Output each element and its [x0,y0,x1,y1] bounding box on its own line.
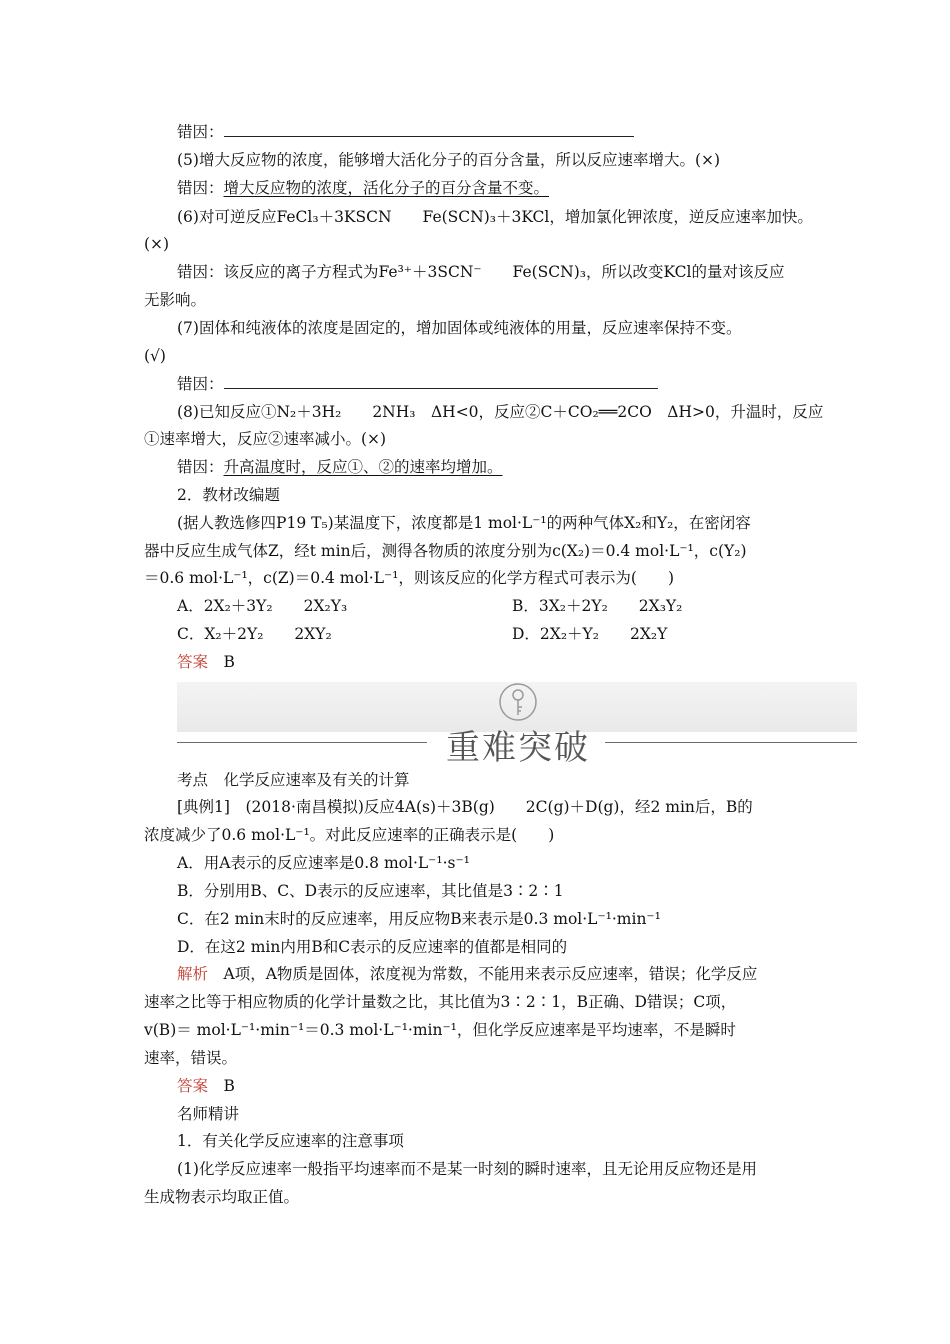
error-reason-line [177,122,847,142]
analysis-label: 解析 [177,965,209,983]
list-heading: 1．有关化学反应速率的注意事项 [177,1132,404,1150]
example-question: 浓度减少了0.6 mol·L⁻¹。对此反应速率的正确表示是( ) [144,826,555,844]
error-reason-answer: 升高温度时，反应①、②的速率均增加。 [223,458,503,476]
analysis-text: A项，A物质是固体，浓度视为常数，不能用来表示反应速率，错误；化学反应 [223,965,758,983]
item-7-mark: (√) [144,347,166,365]
subsection-heading: 名师精讲 [177,1105,240,1123]
item-6-mark: (×) [144,235,170,253]
option-a: A．2X₂＋3Y₂ 2X₂Y₃ [177,597,348,615]
answer-line [177,1076,847,1096]
question-text: ＝0.6 mol·L⁻¹，c(Z)＝0.4 mol·L⁻¹，则该反应的化学方程式可表示为( ) [144,569,674,587]
answer-label: 答案 [177,653,209,671]
item-5-text: (5)增大反应物的浓度，能够增大活化分子的百分含量，所以反应速率增大。(×) [177,151,721,169]
option-b: B．3X₂＋2Y₂ 2X₃Y₂ [512,597,683,615]
error-reason-line: 错因：该反应的离子方程式为Fe³⁺＋3SCN⁻ Fe(SCN)₃，所以改变KCl的量对该反应 [177,263,785,281]
error-reason-label: 错因： [177,123,224,141]
error-reason-line [177,374,847,394]
blank-answer-line [224,374,658,389]
topic-heading: 考点 化学反应速率及有关的计算 [177,771,410,789]
item-6-text: (6)对可逆反应FeCl₃＋3KSCN Fe(SCN)₃＋3KCl，增加氯化钾浓度，逆反应速率加快。 [177,208,813,226]
banner-title: 重难突破 [446,728,590,768]
section-banner [177,682,857,768]
answer-line [177,652,847,672]
error-reason-label: 错因： [177,375,224,393]
banner-divider-right [605,742,857,743]
option-d: D．2X₂＋Y₂ 2X₂Y [512,625,668,643]
option-d: D．在这2 min内用B和C表示的反应速率的值都是相同的 [177,938,568,956]
analysis-line [177,964,847,984]
answer-label: 答案 [177,1077,209,1095]
error-reason-answer: 增大反应物的浓度，活化分子的百分含量不变。 [223,179,550,197]
option-c: C．X₂＋2Y₂ 2XY₂ [177,625,332,643]
error-reason-label: 错因： [177,458,224,476]
banner-divider-left [177,742,427,743]
question-text: (据人教选修四P19 T₅)某温度下，浓度都是1 mol·L⁻¹的两种气体X₂和Y₂，在密闭容 [177,514,751,532]
item-8-continuation: ①速率增大，反应②速率减小。(×) [144,430,387,448]
section-heading: 2．教材改编题 [177,486,280,504]
list-item: (1)化学反应速率一般指平均速率而不是某一时刻的瞬时速率，且无论用反应物还是用 [177,1160,757,1178]
error-reason-line [177,178,847,198]
question-text: 器中反应生成气体Z，经t min后，测得各物质的浓度分别为c(X₂)＝0.4 mol·L⁻¹，c(Y₂) [144,542,747,560]
item-8-text: (8)已知反应①N₂＋3H₂ 2NH₃ ΔH<0，反应②C＋CO₂══2CO ΔH>0，升温时，反应 [177,403,824,421]
blank-answer-line [224,122,634,137]
error-reason-continuation: 无影响。 [144,291,207,309]
option-c: C．在2 min末时的反应速率，用反应物B来表示是0.3 mol·L⁻¹·min⁻¹ [177,910,661,928]
example-question: [典例1] (2018·南昌模拟)反应4A(s)＋3B(g) 2C(g)＋D(g)，经2 min后，B的 [177,798,753,816]
option-a: A．用A表示的反应速率是0.8 mol·L⁻¹·s⁻¹ [177,854,470,872]
key-emblem-icon [498,682,538,722]
analysis-text: v(B)＝ mol·L⁻¹·min⁻¹＝0.3 mol·L⁻¹·min⁻¹，但化学反应速率是平均速率，不是瞬时 [144,1021,736,1039]
answer-value: B [223,1077,235,1095]
list-item-continuation: 生成物表示均取正值。 [144,1188,300,1206]
error-reason-line [177,457,847,477]
analysis-text: 速率，错误。 [144,1049,238,1067]
item-7-text: (7)固体和纯液体的浓度是固定的，增加固体或纯液体的用量，反应速率保持不变。 [177,319,742,337]
error-reason-label: 错因： [177,179,224,197]
option-b: B．分别用B、C、D表示的反应速率，其比值是3∶2∶1 [177,882,564,900]
answer-value: B [223,653,235,671]
analysis-text: 速率之比等于相应物质的化学计量数之比，其比值为3∶2∶1，B正确、D错误；C项， [144,993,737,1011]
